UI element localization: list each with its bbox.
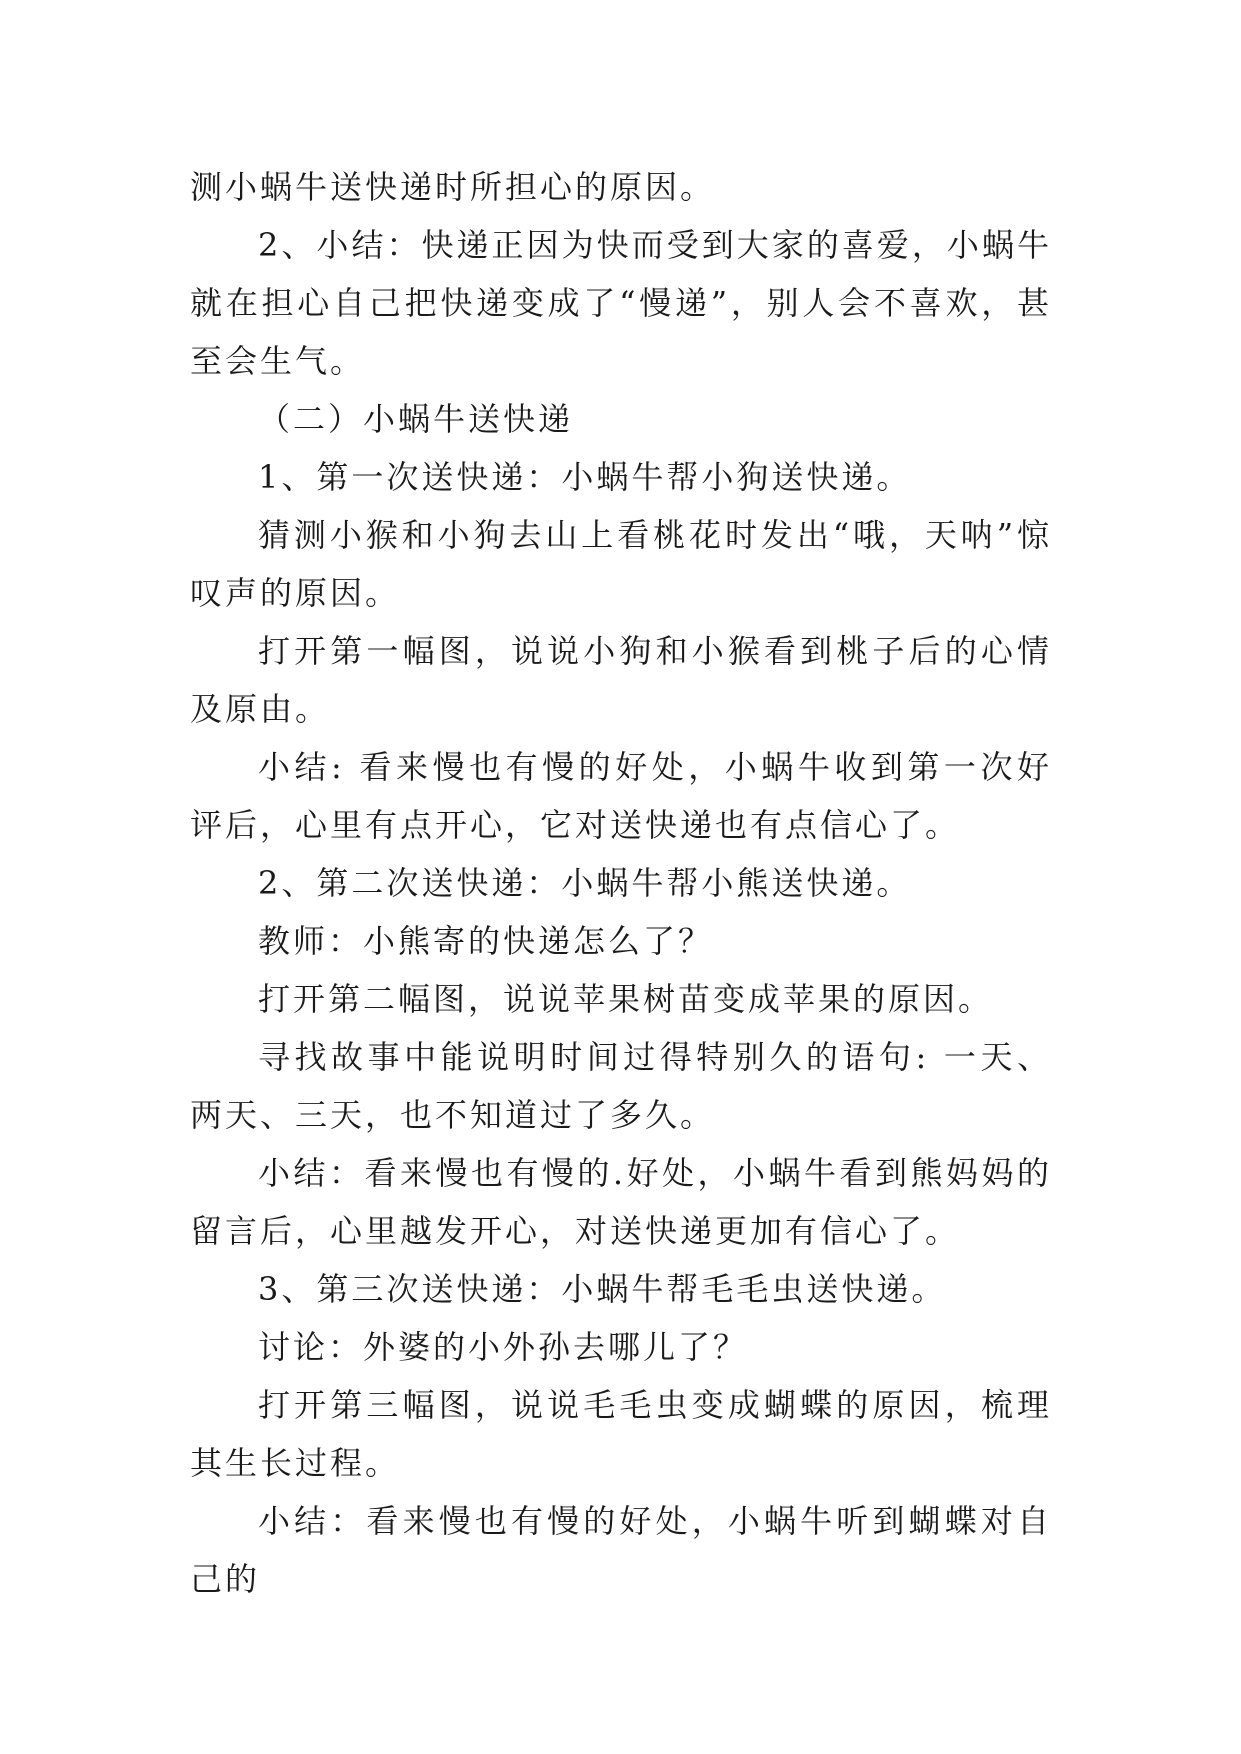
- paragraph: 猜测小猴和小狗去山上看桃花时发出“哦，天呐”惊叹声的原因。: [190, 516, 1052, 612]
- paragraph: 打开第三幅图，说说毛毛虫变成蝴蝶的原因，梳理其生长过程。: [190, 1386, 1052, 1482]
- paragraph: 打开第二幅图，说说苹果树苗变成苹果的原因。: [258, 980, 994, 1018]
- section-heading: （二）小蜗牛送快递: [258, 400, 574, 438]
- paragraph: 测小蜗牛送快递时所担心的原因。: [190, 168, 716, 206]
- paragraph: 2、第二次送快递：小蜗牛帮小熊送快递。: [258, 864, 912, 902]
- paragraph: 小结：看来慢也有慢的好处，小蜗牛听到蝴蝶对自己的: [190, 1502, 1052, 1598]
- body-text: [190, 158, 1052, 1608]
- paragraph: 小结：看来慢也有慢的.好处，小蜗牛看到熊妈妈的留言后，心里越发开心，对送快递更加有信心了。: [190, 1154, 1052, 1250]
- paragraph: 2、小结：快递正因为快而受到大家的喜爱，小蜗牛就在担心自己把快递变成了“慢递”，别人会不喜欢，甚至会生气。: [190, 226, 1052, 380]
- paragraph: 讨论：外婆的小外孙去哪儿了？: [258, 1328, 749, 1366]
- paragraph: 打开第一幅图，说说小狗和小猴看到桃子后的心情及原由。: [190, 632, 1052, 728]
- paragraph: 1、第一次送快递：小蜗牛帮小狗送快递。: [258, 458, 912, 496]
- paragraph: 小结: 看来慢也有慢的好处，小蜗牛收到第一次好评后，心里有点开心，它对送快递也有点信心了。: [190, 748, 1052, 844]
- paragraph: 寻找故事中能说明时间过得特别久的语句: 一天、两天、三天，也不知道过了多久。: [190, 1038, 1052, 1134]
- paragraph: 3、第三次送快递：小蜗牛帮毛毛虫送快递。: [258, 1270, 947, 1308]
- paragraph: 教师：小熊寄的快递怎么了？: [258, 922, 714, 960]
